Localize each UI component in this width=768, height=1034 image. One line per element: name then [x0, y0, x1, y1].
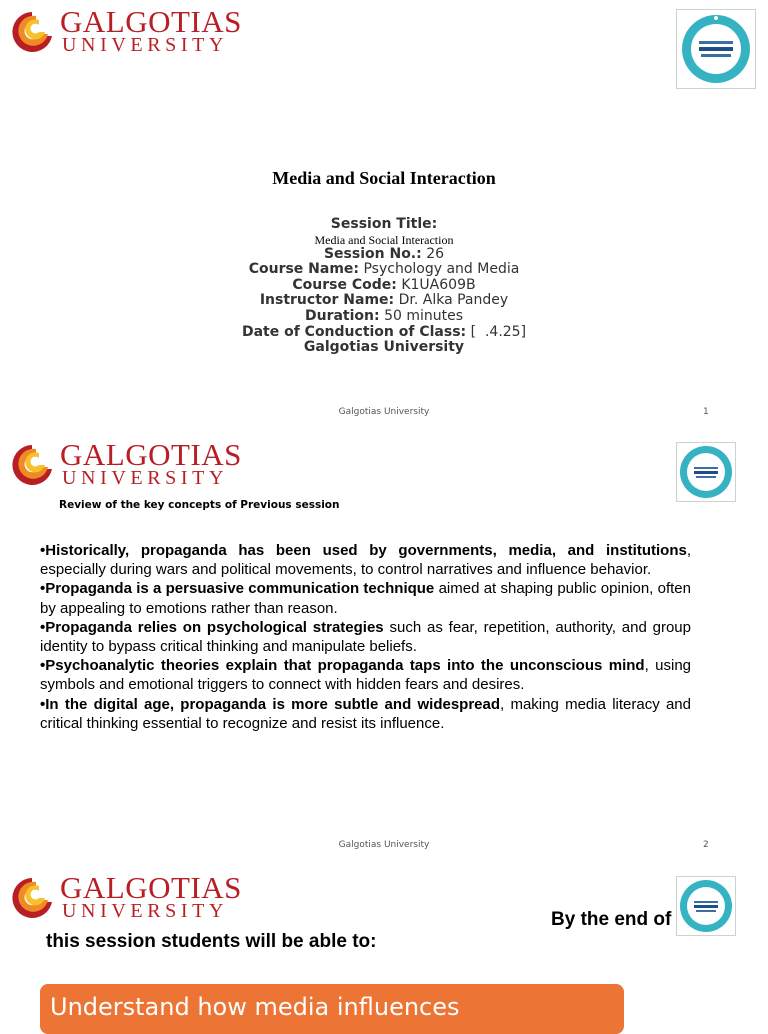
university-logo: [10, 437, 245, 491]
session-title-value: Media and Social Interaction: [314, 232, 454, 247]
university-name: Galgotias University: [303, 339, 465, 356]
logo-wordmark-line1: GALGOTIAS: [60, 870, 242, 905]
date-label: Date of Conduction of Class:: [241, 323, 467, 340]
course-name-value: Psychology and Media: [363, 261, 520, 278]
slide-footer: Galgotias University: [338, 407, 430, 417]
bullet-bold-text: •Psychoanalytic theories explain that propaganda taps into the unconscious mind: [40, 657, 645, 675]
bullet-item: [40, 579, 691, 617]
learning-outcome-box: [40, 984, 624, 1034]
bullet-text: aimed at shaping public opinion, often by appealing to emotions rather than reason.: [40, 580, 691, 617]
instructor-value: Dr. Alka Pandey: [398, 292, 509, 309]
objective-text-line1: By the end of: [551, 909, 672, 930]
galgotias-swirl-icon: [10, 876, 56, 918]
bullet-text: such as fear, repetition, authority, and group identity to bypass critical thinking and manipulate beliefs.: [40, 618, 691, 656]
course-code-label: Course Code:: [292, 276, 397, 293]
session-info: [0, 217, 768, 356]
logo-wordmark-line2: UNIVERSITY: [62, 34, 228, 56]
instructor-label: Instructor Name:: [259, 292, 395, 309]
course-name-label: Course Name:: [248, 261, 360, 278]
bullet-text: , especially during wars and political movements, to control narratives and influence behavior.: [40, 542, 691, 579]
learning-outcome-text: Understand how media influences: [50, 993, 460, 1021]
bullet-bold-text: •Propaganda relies on psychological strategies: [40, 618, 384, 636]
g-scale-badge-icon: [676, 9, 756, 89]
logo-wordmark-line1: GALGOTIAS: [60, 437, 242, 472]
objective-text-line2: this session students will be able to:: [46, 931, 377, 952]
galgotias-swirl-icon: [10, 10, 56, 52]
university-logo: [10, 4, 245, 58]
g-scale-badge-icon: [676, 442, 736, 502]
session-no-label: Session No.:: [323, 245, 422, 262]
bullet-text: , making media literacy and critical thinking essential to recognize and resist its influence.: [40, 695, 691, 732]
page-number: 1: [703, 407, 709, 417]
bullet-item: [40, 618, 691, 656]
bullet-item: [40, 541, 691, 579]
galgotias-swirl-icon: [10, 443, 56, 485]
bullet-bold-text: •Propaganda is a persuasive communication technique: [40, 580, 435, 598]
slide-footer: Galgotias University: [338, 840, 430, 850]
bullet-item: [40, 695, 691, 733]
logo-wordmark-line2: UNIVERSITY: [62, 900, 228, 922]
bullet-bold-text: •In the digital age, propaganda is more subtle and widespread: [40, 695, 501, 713]
logo-wordmark-line2: UNIVERSITY: [62, 467, 228, 489]
bullet-bold-text: •Historically, propaganda has been used by governments, media, and institutions: [40, 542, 687, 559]
bullet-item: [40, 656, 691, 694]
slide-title: Media and Social Interaction: [272, 168, 496, 188]
course-code-value: K1UA609B: [401, 276, 476, 293]
duration-value: 50 minutes: [384, 307, 463, 324]
logo-wordmark-line1: GALGOTIAS: [60, 4, 242, 39]
university-logo: [10, 870, 245, 924]
review-heading: Review of the key concepts of Previous session: [59, 499, 340, 511]
review-bullet-list: [40, 541, 691, 733]
date-value: [ .4.25]: [470, 323, 527, 340]
page-number: 2: [703, 840, 709, 850]
session-no-value: 26: [426, 245, 445, 262]
session-title-label: Session Title:: [330, 216, 438, 232]
duration-label: Duration:: [304, 307, 380, 324]
g-scale-badge-icon: [676, 876, 736, 936]
bullet-text: , using symbols and emotional triggers to connect with hidden fears and desires.: [40, 657, 691, 694]
slide-1: [0, 0, 768, 433]
